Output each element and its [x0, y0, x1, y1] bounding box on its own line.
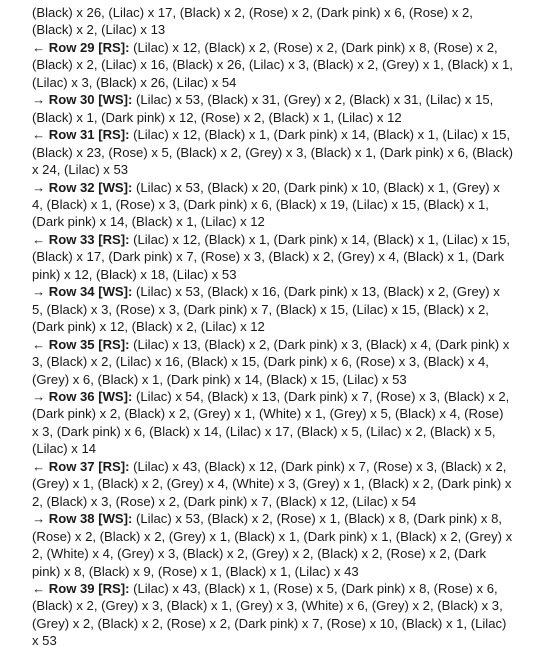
row-label: Row 36 [WS]:	[48, 388, 133, 404]
row-label: Row 33 [RS]:	[48, 231, 130, 247]
row-instructions: (Lilac) x 53, (Black) x 2, (Rose) x 1, (Black) x 8, (Dark pink) x 8, (Rose) x 2, (Black) x 2, (Grey) x 1, (Black) x 1, (Dark pink) x 1, (Black) x 2, (Grey) x 2, (White) x 4, (Grey) x 3, (Black) x 2, (Grey) x 2, (Black) x 2, (Rose) x 2, (Dark pink) x 8, (Black) x 9, (Rose) x 1, (Black) x 1, (Lilac) x 43	[32, 511, 513, 579]
row-label: Row 31 [RS]:	[48, 127, 130, 143]
row-30-paragraph	[32, 91, 513, 126]
right-arrow-icon: →	[32, 388, 46, 404]
row-label: Row 37 [RS]:	[48, 458, 130, 474]
left-arrow-icon: ←	[32, 580, 46, 596]
row-37-paragraph	[32, 458, 513, 510]
row-instructions: (Lilac) x 12, (Black) x 2, (Rose) x 2, (Dark pink) x 8, (Rose) x 2, (Black) x 2, (Lilac) x 16, (Black) x 26, (Lilac) x 3, (Black) x 2, (Grey) x 1, (Black) x 1, (Lilac) x 3, (Black) x 26, (Lilac) x 54	[32, 39, 513, 90]
row-instructions: (Lilac) x 43, (Black) x 12, (Dark pink) x 7, (Rose) x 3, (Black) x 2, (Grey) x 1, (Black) x 2, (Grey) x 4, (White) x 3, (Grey) x 1, (Black) x 2, (Dark pink) x 2, (Black) x 3, (Rose) x 2, (Dark pink) x 7, (Black) x 12, (Lilac) x 54	[32, 458, 512, 509]
row-instructions: (Lilac) x 43, (Black) x 1, (Rose) x 5, (Dark pink) x 8, (Rose) x 6, (Black) x 2, (Grey) x 3, (Black) x 1, (Grey) x 3, (White) x 6, (Grey) x 2, (Black) x 3, (Grey) x 2, (Black) x 2, (Rose) x 2, (Dark pink) x 7, (Rose) x 10, (Black) x 1, (Lilac) x 53	[32, 580, 507, 649]
row-instructions: (Lilac) x 12, (Black) x 1, (Dark pink) x 14, (Black) x 1, (Lilac) x 15, (Black) x 23, (Rose) x 5, (Black) x 2, (Grey) x 3, (Black) x 1, (Dark pink) x 6, (Black) x 24, (Lilac) x 53	[32, 127, 513, 178]
intro-paragraph	[32, 4, 513, 39]
left-arrow-icon: ←	[32, 336, 46, 352]
row-33-paragraph	[32, 231, 513, 283]
row-instructions: (Lilac) x 53, (Black) x 31, (Grey) x 2, (Black) x 31, (Lilac) x 15, (Black) x 1, (Dark pink) x 12, (Rose) x 2, (Black) x 1, (Lilac) x 12	[32, 92, 494, 125]
left-arrow-icon: ←	[32, 458, 46, 474]
left-arrow-icon: ←	[32, 231, 46, 247]
row-label: Row 30 [WS]:	[48, 92, 133, 108]
row-instructions: (Lilac) x 53, (Black) x 16, (Dark pink) x 13, (Black) x 2, (Grey) x 5, (Black) x 3, (Rose) x 3, (Dark pink) x 7, (Black) x 15, (Lilac) x 15, (Black) x 2, (Dark pink) x 12, (Black) x 2, (Lilac) x 12	[32, 284, 500, 335]
row-instructions: (Lilac) x 13, (Black) x 2, (Dark pink) x 3, (Black) x 4, (Dark pink) x 3, (Black) x 2, (Lilac) x 16, (Black) x 15, (Dark pink) x 6, (Rose) x 3, (Black) x 4, (Grey) x 6, (Black) x 1, (Dark pink) x 14, (Black) x 15, (Lilac) x 53	[32, 336, 510, 387]
row-label: Row 32 [WS]:	[48, 179, 133, 195]
row-instructions: (Lilac) x 53, (Black) x 20, (Dark pink) x 10, (Black) x 1, (Grey) x 4, (Black) x 1, (Rose) x 3, (Dark pink) x 6, (Black) x 19, (Lilac) x 15, (Black) x 1, (Dark pink) x 14, (Black) x 1, (Lilac) x 12	[32, 179, 500, 230]
row-instructions: (Lilac) x 54, (Black) x 13, (Dark pink) x 7, (Rose) x 3, (Black) x 2, (Dark pink) x 2, (Black) x 2, (Grey) x 1, (White) x 1, (Grey) x 5, (Black) x 4, (Rose) x 3, (Dark pink) x 6, (Black) x 14, (Lilac) x 17, (Black) x 5, (Lilac) x 2, (Black) x 5, (Lilac) x 14	[32, 388, 510, 457]
row-36-paragraph	[32, 388, 513, 458]
row-label: Row 34 [WS]:	[48, 284, 133, 300]
row-label: Row 39 [RS]:	[48, 580, 130, 596]
right-arrow-icon: →	[32, 179, 46, 195]
row-29-paragraph	[32, 39, 513, 91]
right-arrow-icon: →	[32, 284, 46, 300]
row-34-paragraph	[32, 283, 513, 335]
row-31-paragraph	[32, 126, 513, 178]
row-label: Row 35 [RS]:	[48, 336, 130, 352]
row-label: Row 29 [RS]:	[48, 39, 130, 55]
right-arrow-icon: →	[32, 92, 46, 108]
left-arrow-icon: ←	[32, 127, 46, 143]
left-arrow-icon: ←	[32, 39, 46, 55]
row-label: Row 38 [WS]:	[48, 511, 133, 527]
row-38-paragraph	[32, 510, 513, 580]
row-39-paragraph	[32, 580, 513, 650]
intro-text: (Black) x 26, (Lilac) x 17, (Black) x 2, (Rose) x 2, (Dark pink) x 6, (Rose) x 2, (Black) x 2, (Lilac) x 13	[32, 5, 473, 38]
row-instructions: (Lilac) x 12, (Black) x 1, (Dark pink) x 14, (Black) x 1, (Lilac) x 15, (Black) x 17, (Dark pink) x 7, (Rose) x 3, (Black) x 2, (Grey) x 4, (Black) x 1, (Dark pink) x 12, (Black) x 18, (Lilac) x 53	[32, 231, 511, 282]
right-arrow-icon: →	[32, 511, 46, 527]
row-32-paragraph	[32, 179, 513, 231]
row-35-paragraph	[32, 336, 513, 388]
